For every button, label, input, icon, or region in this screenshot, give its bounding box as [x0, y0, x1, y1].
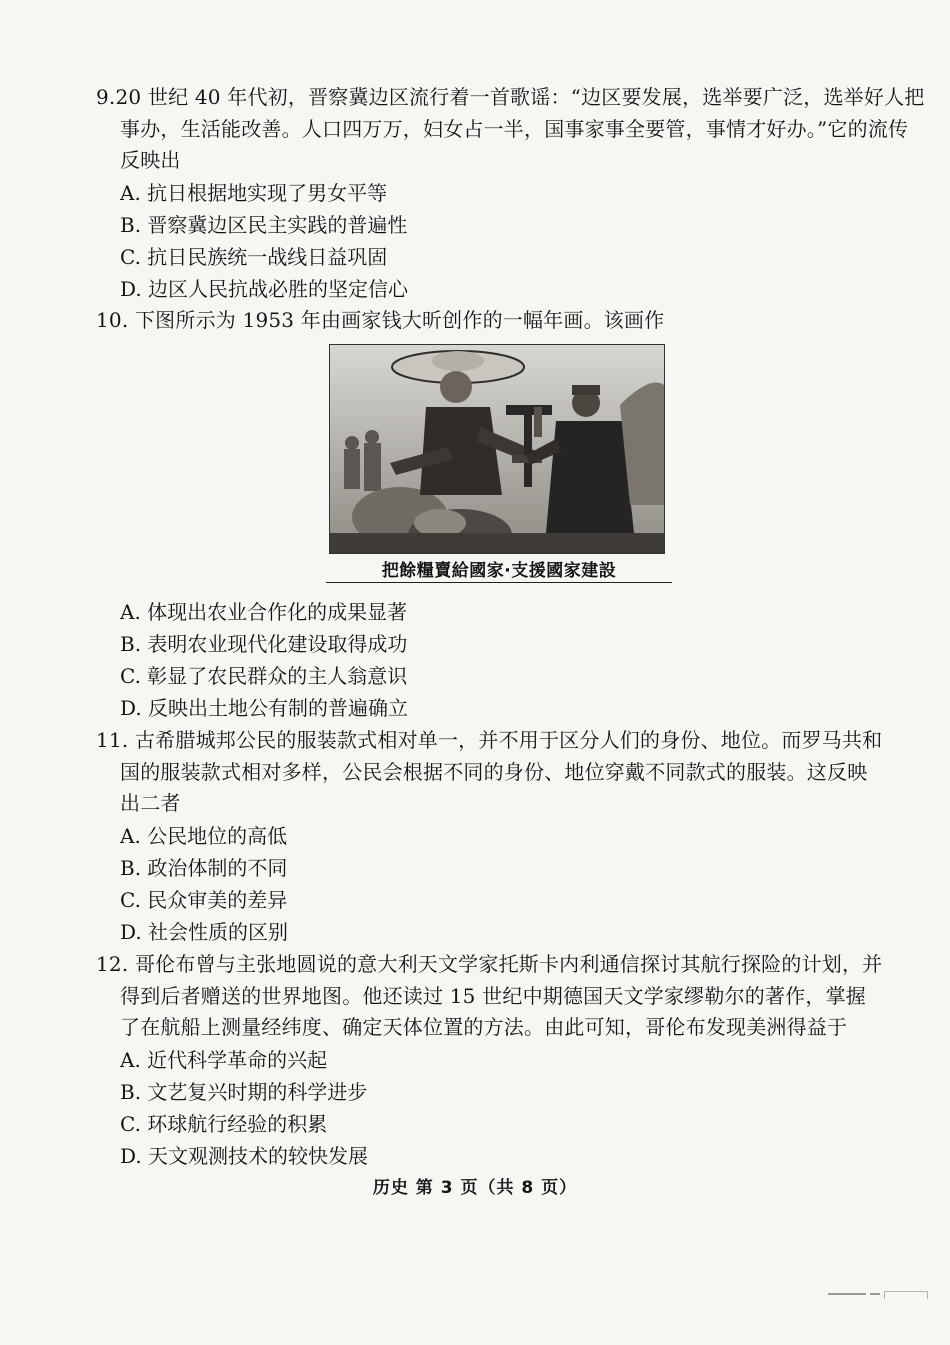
question-11 — [96, 725, 911, 948]
question-9-option-c: C. 抗日民族统一战线日益巩固 — [120, 244, 388, 269]
question-12-option-b: B. 文艺复兴时期的科学进步 — [120, 1079, 368, 1104]
question-11-stem-line-3: 出二者 — [120, 791, 181, 815]
question-9-option-b: B. 晋察冀边区民主实践的普遍性 — [120, 212, 408, 237]
question-11-stem-line-2: 国的服装款式相对多样，公民会根据不同的身份、地位穿戴不同款式的服装。这反映 — [120, 759, 868, 784]
question-10-options — [96, 596, 911, 724]
question-11-option-b: B. 政治体制的不同 — [120, 855, 288, 880]
question-10-stem-line-1: 10. 下图所示为 1953 年由画家钱大昕创作的一幅年画。该画作 — [96, 308, 665, 332]
question-11-option-d: D. 社会性质的区别 — [120, 919, 289, 944]
painting-caption: 把餘糧賣給國家·支援國家建設 — [381, 561, 617, 581]
question-10-option-b: B. 表明农业现代化建设取得成功 — [120, 632, 408, 656]
page-footer: 历史 第 3 页（共 8 页） — [372, 1178, 578, 1198]
question-11-option-a: A. 公民地位的高低 — [120, 823, 288, 848]
question-12-stem-line-3: 了在航船上测量经纬度、确定天体位置的方法。由此可知，哥伦布发现美洲得益于 — [120, 1015, 848, 1039]
question-10 — [96, 305, 911, 337]
question-12-option-c: C. 环球航行经验的积累 — [120, 1111, 328, 1136]
question-10-option-d: D. 反映出土地公有制的普遍确立 — [120, 696, 409, 720]
question-12-stem-line-1: 12. 哥伦布曾与主张地圆说的意大利天文学家托斯卡内利通信探讨其航行探险的计划，并 — [96, 952, 883, 976]
question-11-option-c: C. 民众审美的差异 — [120, 887, 288, 912]
question-12-option-d: D. 天文观测技术的较快发展 — [120, 1143, 369, 1168]
question-9-stem-line-2: 事办，生活能改善。人口四万万，妇女占一半，国事家事全要管，事情才好办。”它的流传 — [120, 116, 909, 141]
question-9-stem-line-3: 反映出 — [120, 148, 181, 172]
painting-illustration — [330, 345, 664, 553]
question-12-stem-line-2: 得到后者赠送的世界地图。他还读过 15 世纪中期德国天文学家缪勒尔的著作，掌握 — [120, 983, 866, 1008]
question-9 — [96, 82, 925, 305]
new-year-painting — [329, 344, 665, 554]
scanner-mark-icon — [828, 1289, 928, 1301]
question-12-option-a: A. 近代科学革命的兴起 — [120, 1047, 328, 1072]
question-10-option-a: A. 体现出农业合作化的成果显著 — [120, 600, 408, 624]
question-10-option-c: C. 彰显了农民群众的主人翁意识 — [120, 664, 408, 688]
question-11-stem-line-1: 11. 古希腊城邦公民的服装款式相对单一，并不用于区分人们的身份、地位。而罗马共和 — [96, 728, 883, 752]
question-10-figure — [326, 344, 672, 586]
question-12 — [96, 949, 911, 1172]
question-9-option-d: D. 边区人民抗战必胜的坚定信心 — [120, 276, 409, 301]
question-9-stem-line-1: 9.20 世纪 40 年代初，晋察冀边区流行着一首歌谣：“边区要发展，选举要广泛，选举好人把 — [96, 85, 925, 109]
question-9-option-a: A. 抗日根据地实现了男女平等 — [120, 180, 388, 205]
caption-underline — [326, 582, 672, 583]
